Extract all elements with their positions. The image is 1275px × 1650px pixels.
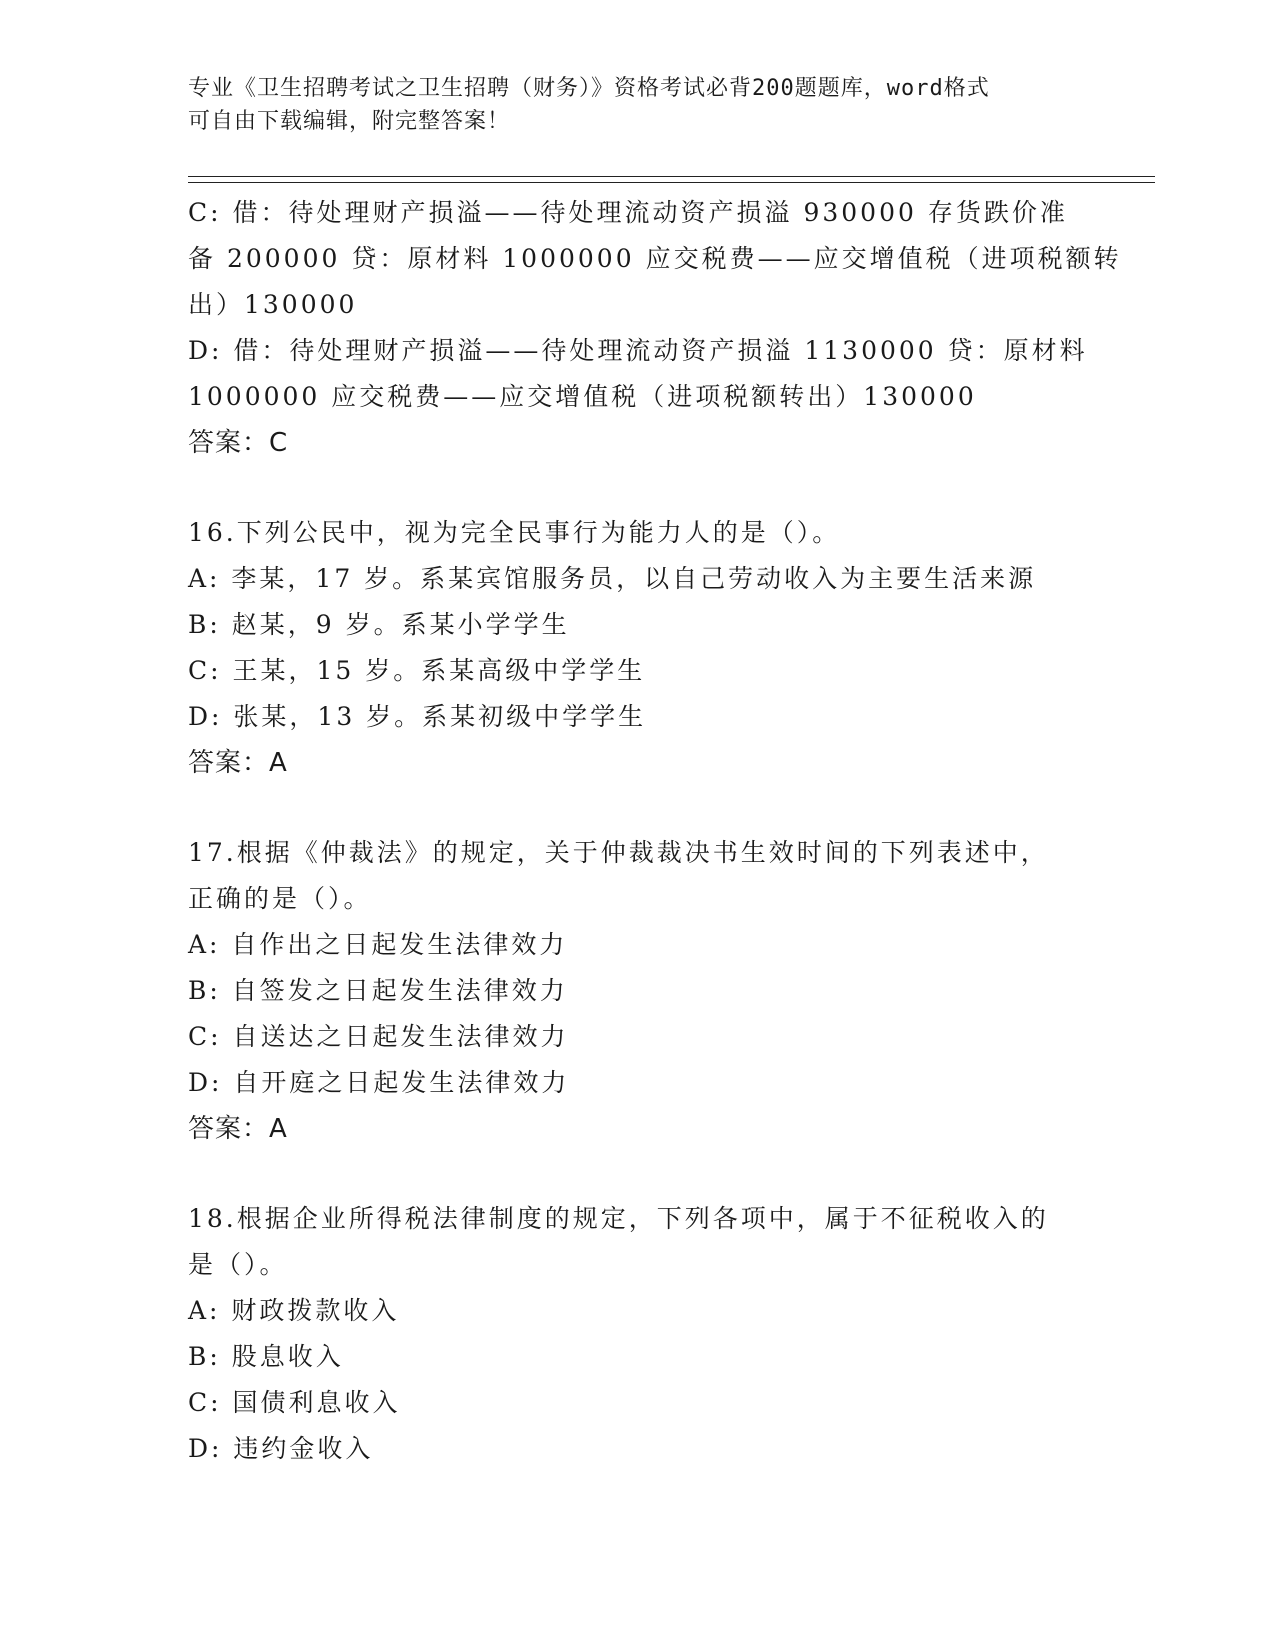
question-stem-line-2: 正确的是（）。 xyxy=(188,884,372,913)
question-stem-line-2: 是（）。 xyxy=(188,1250,288,1279)
header-divider-top xyxy=(188,176,1155,177)
option-c-line-1: C: 借：待处理财产损溢——待处理流动资产损溢 930000 存货跌价准 xyxy=(188,198,1068,227)
question-16 xyxy=(188,510,1078,786)
option-a: A: 财政拨款收入 xyxy=(188,1296,400,1325)
question-17 xyxy=(188,830,1078,1152)
question-spacer xyxy=(188,786,1078,830)
answer-line: 答案：A xyxy=(188,1114,288,1144)
question-stem: 16.下列公民中，视为完全民事行为能力人的是（）。 xyxy=(188,518,841,547)
option-b: B: 赵某，9 岁。系某小学学生 xyxy=(188,610,570,639)
question-spacer xyxy=(188,1152,1078,1196)
option-b: B: 股息收入 xyxy=(188,1342,344,1371)
option-b: B: 自签发之日起发生法律效力 xyxy=(188,976,568,1005)
option-d-line-1: D: 借：待处理财产损溢——待处理流动资产损溢 1130000 贷：原材料 xyxy=(188,336,1088,365)
question-stem-line-1: 17.根据《仲裁法》的规定，关于仲裁裁决书生效时间的下列表述中， xyxy=(188,838,1049,867)
header-title-line-2: 可自由下载编辑，附完整答案！ xyxy=(188,109,511,134)
option-d: D: 张某，13 岁。系某初级中学学生 xyxy=(188,702,647,731)
question-spacer xyxy=(188,466,1078,510)
option-c-line-3: 出）130000 xyxy=(188,290,358,319)
option-c-line-2: 备 200000 贷：原材料 1000000 应交税费——应交增值税（进项税额转 xyxy=(188,244,1122,273)
question-content xyxy=(188,190,1122,1472)
option-c: C: 自送达之日起发生法律效力 xyxy=(188,1022,569,1051)
previous-question-tail xyxy=(188,190,1122,466)
option-d-line-2: 1000000 应交税费——应交增值税（进项税额转出）130000 xyxy=(188,382,977,411)
option-c: C: 国债利息收入 xyxy=(188,1388,401,1417)
option-d: D: 违约金收入 xyxy=(188,1434,374,1463)
answer-line: 答案：C xyxy=(188,428,289,458)
option-c: C: 王某，15 岁。系某高级中学学生 xyxy=(188,656,646,685)
header-divider-bottom xyxy=(188,182,1155,183)
answer-line: 答案：A xyxy=(188,748,288,778)
option-a: A: 自作出之日起发生法律效力 xyxy=(188,930,568,959)
document-header xyxy=(188,72,1068,138)
header-title-line-1: 专业《卫生招聘考试之卫生招聘（财务）》资格考试必背200题题库，word格式 xyxy=(188,76,990,101)
option-d: D: 自开庭之日起发生法律效力 xyxy=(188,1068,570,1097)
question-stem-line-1: 18.根据企业所得税法律制度的规定，下列各项中，属于不征税收入的 xyxy=(188,1204,1049,1233)
question-18 xyxy=(188,1196,1078,1472)
option-a: A: 李某，17 岁。系某宾馆服务员，以自己劳动收入为主要生活来源 xyxy=(188,564,1037,593)
